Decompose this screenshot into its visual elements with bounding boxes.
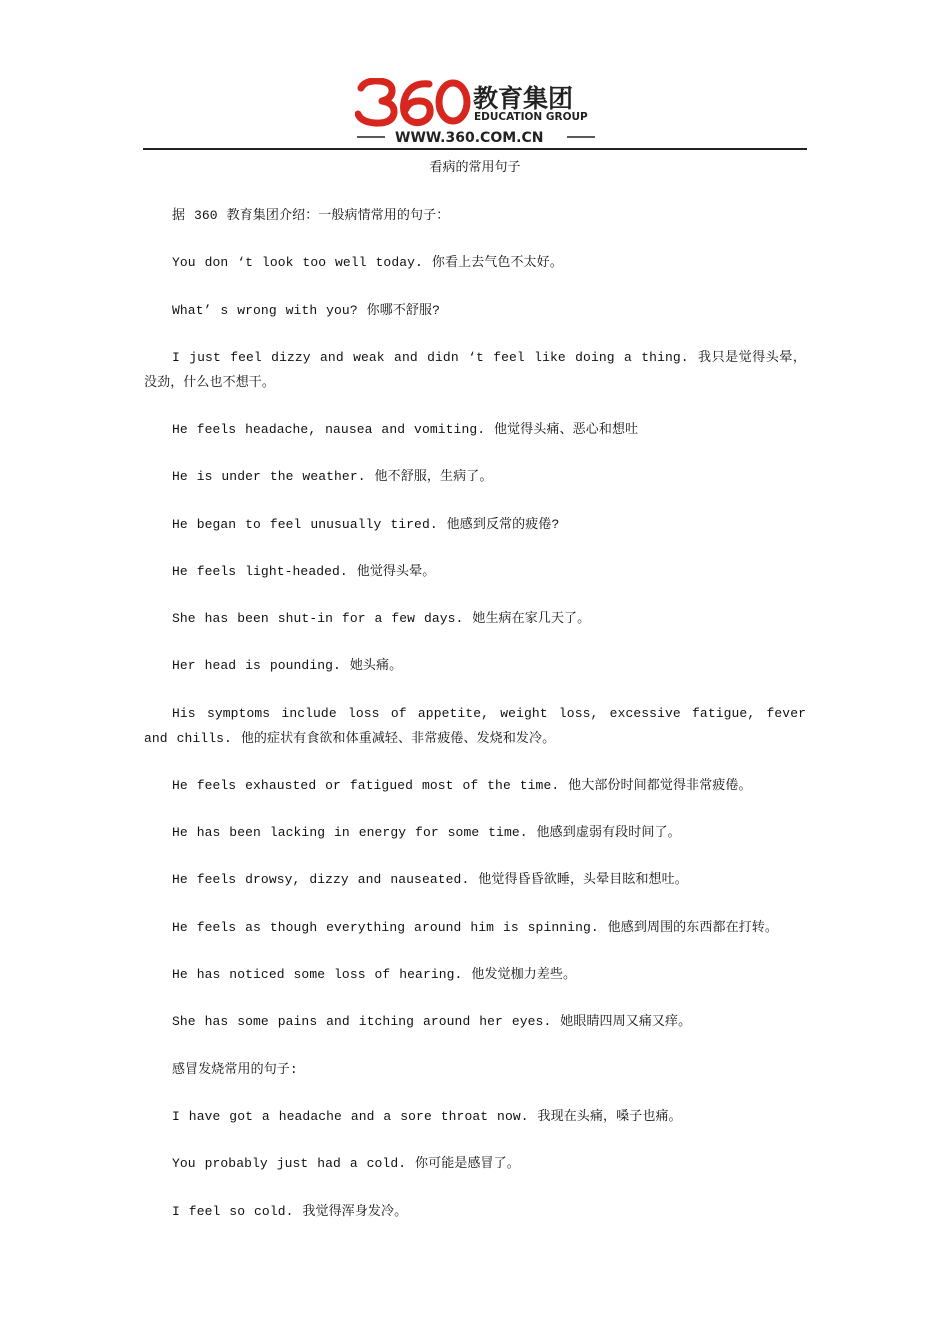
- header-divider: [143, 148, 807, 150]
- paragraph: 据 360 教育集团介绍：一般病情常用的句子：: [172, 208, 450, 223]
- paragraph: He is under the weather. 他不舒服，生病了。: [172, 469, 493, 485]
- paragraph: He feels exhausted or fatigued most of the time. 他大部份时间都觉得非常疲倦。: [172, 777, 752, 793]
- paragraph: I have got a headache and a sore throat now. 我现在头痛，嗓子也痛。: [172, 1108, 682, 1124]
- logo-cn-text: 教育集团: [473, 84, 574, 113]
- paragraph: He feels as though everything around him is spinning. 他感到周围的东西都在打转。: [172, 919, 778, 935]
- paragraph: I feel so cold. 我觉得浑身发冷。: [172, 1203, 408, 1219]
- company-logo: [355, 78, 600, 148]
- paragraph: He has been lacking in energy for some time. 他感到虚弱有段时间了。: [172, 825, 681, 841]
- paragraph: You probably just had a cold. 你可能是感冒了。: [172, 1156, 520, 1172]
- paragraph: You don ‘t look too well today. 你看上去气色不太好。: [172, 255, 563, 271]
- paragraph: He began to feel unusually tired. 他感到反常的疲倦?: [172, 516, 560, 532]
- paragraph: He feels light-headed. 他觉得头晕。: [172, 563, 436, 579]
- paragraph: 感冒发烧常用的句子:: [172, 1061, 298, 1077]
- paragraph: Her head is pounding. 她头痛。: [172, 658, 403, 674]
- paragraph: He feels headache, nausea and vomiting. 他觉得头痛、恶心和想吐: [172, 421, 639, 437]
- paragraph: What’ s wrong with you? 你哪不舒服?: [172, 302, 441, 318]
- paragraph: He has noticed some loss of hearing. 他发觉枷力差些。: [172, 967, 577, 983]
- paragraph: His symptoms include loss of appetite, weight loss, excessive fatigue, fever and chills. 他的症状有食欲和体重减轻、非常疲倦、发烧和发冷。: [144, 705, 806, 746]
- logo-en-text: EDUCATION GROUP: [474, 111, 588, 123]
- paragraph: She has some pains and itching around her eyes. 她眼睛四周又痛又痒。: [172, 1014, 692, 1030]
- paragraph: He feels drowsy, dizzy and nauseated. 他觉得昏昏欲睡，头晕目眩和想吐。: [172, 872, 688, 888]
- document-body: [144, 204, 806, 1247]
- document-title: 看病的常用句子: [429, 160, 521, 175]
- logo-url-text: WWW.360.COM.CN: [395, 130, 544, 146]
- paragraph: I just feel dizzy and weak and didn ‘t feel like doing a thing. 我只是觉得头晕，没劲，什么也不想干。: [144, 349, 806, 390]
- paragraph: She has been shut-in for a few days. 她生病在家几天了。: [172, 611, 591, 627]
